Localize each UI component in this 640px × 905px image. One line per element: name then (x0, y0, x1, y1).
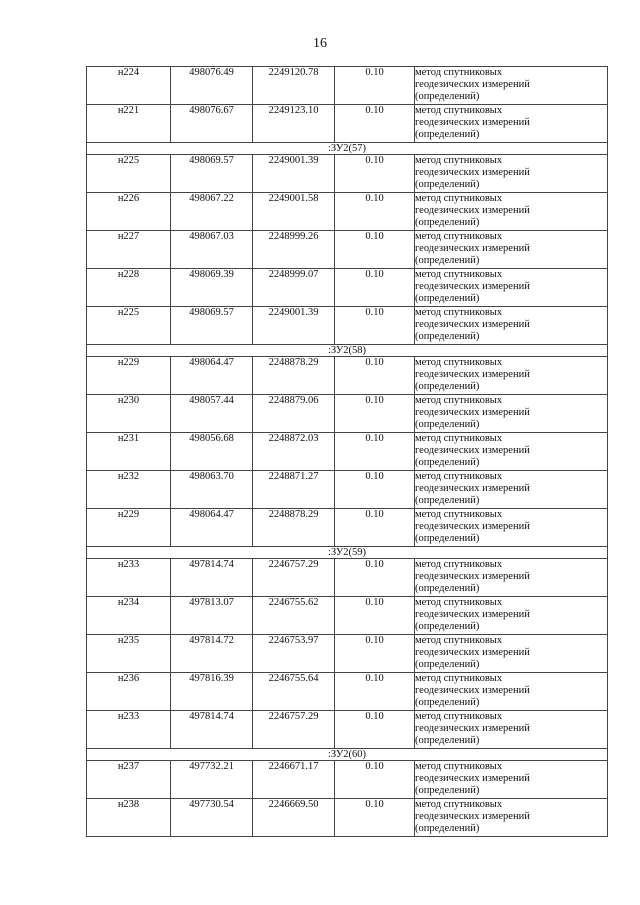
method-text-line: (определений) (415, 331, 480, 342)
method-text-line: геодезических измерений (415, 685, 530, 696)
point-name-cell: н232 (87, 471, 171, 509)
accuracy-cell: 0.10 (335, 105, 415, 143)
x-coordinate-cell: 498064.47 (171, 357, 253, 395)
accuracy-cell: 0.10 (335, 761, 415, 799)
x-coordinate-cell: 498064.47 (171, 509, 253, 547)
method-text-line: (определений) (415, 179, 480, 190)
coordinates-table-body (87, 67, 608, 837)
method-text-line: метод спутниковых (415, 433, 503, 444)
method-text-line: геодезических измерений (415, 811, 530, 822)
method-text-line: метод спутниковых (415, 105, 503, 116)
accuracy-cell: 0.10 (335, 597, 415, 635)
table-row (87, 799, 608, 837)
accuracy-cell: 0.10 (335, 471, 415, 509)
accuracy-cell: 0.10 (335, 433, 415, 471)
method-text-line: метод спутниковых (415, 799, 503, 810)
table-row (87, 67, 608, 105)
method-text-line: геодезических измерений (415, 117, 530, 128)
x-coordinate-cell: 498067.22 (171, 193, 253, 231)
x-coordinate-cell: 498067.03 (171, 231, 253, 269)
point-name-cell: н227 (87, 231, 171, 269)
point-name-cell: н230 (87, 395, 171, 433)
x-coordinate-cell: 498069.57 (171, 307, 253, 345)
x-coordinate-cell: 497813.07 (171, 597, 253, 635)
method-text-line: метод спутниковых (415, 559, 503, 570)
y-coordinate-cell: 2248999.26 (253, 231, 335, 269)
method-cell (415, 307, 608, 345)
method-cell (415, 105, 608, 143)
table-row (87, 231, 608, 269)
y-coordinate-cell: 2248872.03 (253, 433, 335, 471)
method-text-line: (определений) (415, 697, 480, 708)
method-text-line: метод спутниковых (415, 269, 503, 280)
y-coordinate-cell: 2246755.64 (253, 673, 335, 711)
method-text-line: (определений) (415, 457, 480, 468)
accuracy-cell: 0.10 (335, 231, 415, 269)
table-row (87, 193, 608, 231)
method-cell (415, 269, 608, 307)
table-row (87, 269, 608, 307)
accuracy-cell: 0.10 (335, 799, 415, 837)
method-text-line: метод спутниковых (415, 635, 503, 646)
method-text-line: геодезических измерений (415, 407, 530, 418)
method-text-line: геодезических измерений (415, 521, 530, 532)
method-text-line: геодезических измерений (415, 483, 530, 494)
page-number: 16 (313, 36, 327, 51)
y-coordinate-cell: 2249123.10 (253, 105, 335, 143)
accuracy-cell: 0.10 (335, 711, 415, 749)
method-text-line: (определений) (415, 293, 480, 304)
method-text-line: метод спутниковых (415, 673, 503, 684)
method-text-line: метод спутниковых (415, 471, 503, 482)
method-cell (415, 559, 608, 597)
accuracy-cell: 0.10 (335, 559, 415, 597)
y-coordinate-cell: 2249001.58 (253, 193, 335, 231)
method-cell (415, 433, 608, 471)
x-coordinate-cell: 497732.21 (171, 761, 253, 799)
method-cell (415, 193, 608, 231)
method-cell (415, 711, 608, 749)
method-text-line: геодезических измерений (415, 319, 530, 330)
y-coordinate-cell: 2246757.29 (253, 711, 335, 749)
y-coordinate-cell: 2249001.39 (253, 155, 335, 193)
table-row (87, 395, 608, 433)
y-coordinate-cell: 2246753.97 (253, 635, 335, 673)
y-coordinate-cell: 2246757.29 (253, 559, 335, 597)
x-coordinate-cell: 497814.74 (171, 711, 253, 749)
point-name-cell: н231 (87, 433, 171, 471)
x-coordinate-cell: 497730.54 (171, 799, 253, 837)
table-row (87, 559, 608, 597)
method-text-line: метод спутниковых (415, 307, 503, 318)
group-header-row (87, 547, 608, 559)
point-name-cell: н224 (87, 67, 171, 105)
method-text-line: метод спутниковых (415, 509, 503, 520)
point-name-cell: н233 (87, 711, 171, 749)
point-name-cell: н233 (87, 559, 171, 597)
method-text-line: (определений) (415, 255, 480, 266)
table-row (87, 155, 608, 193)
group-header-row (87, 345, 608, 357)
point-name-cell: н229 (87, 509, 171, 547)
method-text-line: метод спутниковых (415, 193, 503, 204)
table-row (87, 307, 608, 345)
x-coordinate-cell: 498069.57 (171, 155, 253, 193)
method-text-line: метод спутниковых (415, 711, 503, 722)
point-name-cell: н237 (87, 761, 171, 799)
method-text-line: метод спутниковых (415, 155, 503, 166)
method-text-line: геодезических измерений (415, 369, 530, 380)
group-label: :ЗУ2(57) (87, 143, 608, 155)
method-text-line: метод спутниковых (415, 67, 503, 78)
method-text-line: геодезических измерений (415, 609, 530, 620)
accuracy-cell: 0.10 (335, 269, 415, 307)
group-label: :ЗУ2(60) (87, 749, 608, 761)
coordinates-table (86, 66, 608, 837)
method-cell (415, 357, 608, 395)
method-text-line: (определений) (415, 785, 480, 796)
method-cell (415, 395, 608, 433)
point-name-cell: н236 (87, 673, 171, 711)
point-name-cell: н225 (87, 307, 171, 345)
method-text-line: (определений) (415, 217, 480, 228)
method-text-line: (определений) (415, 735, 480, 746)
method-text-line: геодезических измерений (415, 445, 530, 456)
method-cell (415, 597, 608, 635)
method-cell (415, 761, 608, 799)
method-text-line: (определений) (415, 659, 480, 670)
table-row (87, 105, 608, 143)
method-text-line: (определений) (415, 419, 480, 430)
group-header-row (87, 749, 608, 761)
method-text-line: геодезических измерений (415, 205, 530, 216)
y-coordinate-cell: 2248878.29 (253, 357, 335, 395)
method-text-line: (определений) (415, 381, 480, 392)
y-coordinate-cell: 2248879.06 (253, 395, 335, 433)
point-name-cell: н235 (87, 635, 171, 673)
method-text-line: метод спутниковых (415, 395, 503, 406)
accuracy-cell: 0.10 (335, 307, 415, 345)
x-coordinate-cell: 497814.72 (171, 635, 253, 673)
table-row (87, 357, 608, 395)
method-text-line: (определений) (415, 91, 480, 102)
accuracy-cell: 0.10 (335, 509, 415, 547)
y-coordinate-cell: 2248878.29 (253, 509, 335, 547)
y-coordinate-cell: 2246755.62 (253, 597, 335, 635)
point-name-cell: н228 (87, 269, 171, 307)
table-row (87, 711, 608, 749)
y-coordinate-cell: 2246671.17 (253, 761, 335, 799)
table-row (87, 471, 608, 509)
y-coordinate-cell: 2248999.07 (253, 269, 335, 307)
x-coordinate-cell: 498069.39 (171, 269, 253, 307)
x-coordinate-cell: 497816.39 (171, 673, 253, 711)
point-name-cell: н229 (87, 357, 171, 395)
method-text-line: (определений) (415, 495, 480, 506)
method-text-line: (определений) (415, 583, 480, 594)
method-cell (415, 635, 608, 673)
table-row (87, 433, 608, 471)
method-text-line: метод спутниковых (415, 231, 503, 242)
y-coordinate-cell: 2246669.50 (253, 799, 335, 837)
y-coordinate-cell: 2249120.78 (253, 67, 335, 105)
x-coordinate-cell: 498076.49 (171, 67, 253, 105)
y-coordinate-cell: 2249001.39 (253, 307, 335, 345)
method-text-line: геодезических измерений (415, 647, 530, 658)
table-row (87, 597, 608, 635)
method-text-line: (определений) (415, 129, 480, 140)
accuracy-cell: 0.10 (335, 193, 415, 231)
point-name-cell: н238 (87, 799, 171, 837)
method-cell (415, 67, 608, 105)
method-text-line: (определений) (415, 621, 480, 632)
method-text-line: метод спутниковых (415, 357, 503, 368)
method-text-line: (определений) (415, 533, 480, 544)
method-cell (415, 673, 608, 711)
table-row (87, 635, 608, 673)
method-text-line: геодезических измерений (415, 723, 530, 734)
method-cell (415, 155, 608, 193)
group-label: :ЗУ2(59) (87, 547, 608, 559)
method-cell (415, 471, 608, 509)
method-text-line: геодезических измерений (415, 243, 530, 254)
group-label: :ЗУ2(58) (87, 345, 608, 357)
table-row (87, 761, 608, 799)
accuracy-cell: 0.10 (335, 635, 415, 673)
table-row (87, 509, 608, 547)
method-text-line: геодезических измерений (415, 281, 530, 292)
x-coordinate-cell: 498076.67 (171, 105, 253, 143)
method-cell (415, 799, 608, 837)
method-text-line: геодезических измерений (415, 167, 530, 178)
x-coordinate-cell: 498063.70 (171, 471, 253, 509)
method-text-line: метод спутниковых (415, 597, 503, 608)
method-cell (415, 509, 608, 547)
point-name-cell: н226 (87, 193, 171, 231)
x-coordinate-cell: 498056.68 (171, 433, 253, 471)
x-coordinate-cell: 498057.44 (171, 395, 253, 433)
group-header-row (87, 143, 608, 155)
method-text-line: геодезических измерений (415, 571, 530, 582)
method-text-line: геодезических измерений (415, 79, 530, 90)
y-coordinate-cell: 2248871.27 (253, 471, 335, 509)
x-coordinate-cell: 497814.74 (171, 559, 253, 597)
table-row (87, 673, 608, 711)
method-text-line: геодезических измерений (415, 773, 530, 784)
accuracy-cell: 0.10 (335, 67, 415, 105)
point-name-cell: н225 (87, 155, 171, 193)
accuracy-cell: 0.10 (335, 673, 415, 711)
method-text-line: метод спутниковых (415, 761, 503, 772)
accuracy-cell: 0.10 (335, 155, 415, 193)
accuracy-cell: 0.10 (335, 357, 415, 395)
method-text-line: (определений) (415, 823, 480, 834)
point-name-cell: н221 (87, 105, 171, 143)
point-name-cell: н234 (87, 597, 171, 635)
method-cell (415, 231, 608, 269)
accuracy-cell: 0.10 (335, 395, 415, 433)
